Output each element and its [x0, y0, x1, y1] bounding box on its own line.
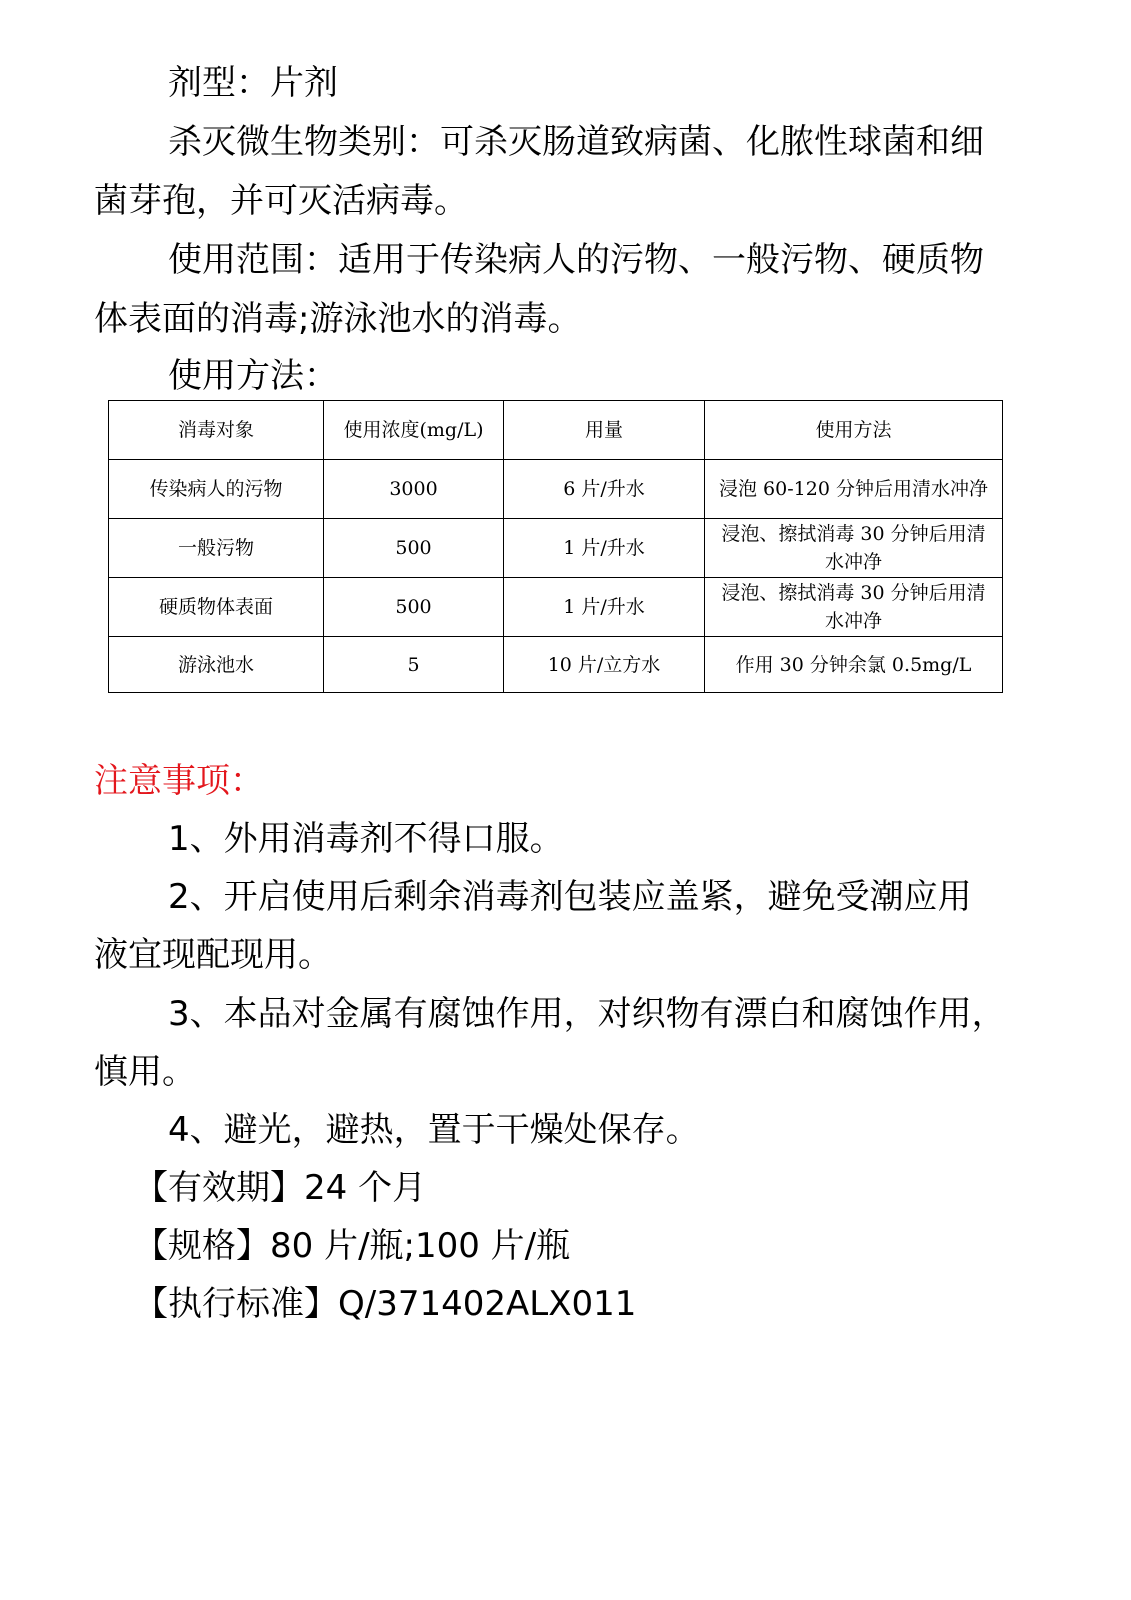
- table-cell: 1 片/升水: [504, 578, 705, 637]
- table-cell: 浸泡、擦拭消毒 30 分钟后用清水冲净: [705, 578, 1003, 637]
- usage-method-heading: 使用方法：: [168, 356, 338, 396]
- precaution-item-2-line-1: 2、开启使用后剩余消毒剂包装应盖紧，避免受潮应用: [168, 877, 972, 917]
- table-row: [109, 460, 1003, 519]
- table-header-cell: 使用浓度(mg/L): [324, 401, 504, 460]
- precautions-heading: 注意事项：: [94, 761, 264, 801]
- table-cell: 作用 30 分钟余氯 0.5mg/L: [705, 637, 1003, 693]
- table-row: [109, 578, 1003, 637]
- microbe-category-line-2: 菌芽孢，并可灭活病毒。: [94, 181, 468, 221]
- table-cell: 1 片/升水: [504, 519, 705, 578]
- table-cell: 3000: [324, 460, 504, 519]
- microbe-category-line-1: 杀灭微生物类别：可杀灭肠道致病菌、化脓性球菌和细: [168, 122, 984, 162]
- table-row: [109, 519, 1003, 578]
- precaution-item-3-line-2: 慎用。: [94, 1052, 196, 1092]
- table-cell: 10 片/立方水: [504, 637, 705, 693]
- dosage-form-line: 剂型：片剂: [168, 63, 338, 103]
- precaution-item-2-line-2: 液宜现配现用。: [94, 935, 332, 975]
- execution-standard: 【执行标准】Q/371402ALX011: [134, 1284, 637, 1324]
- precaution-item-3-line-1: 3、本品对金属有腐蚀作用，对织物有漂白和腐蚀作用，: [168, 994, 1006, 1034]
- table-cell: 游泳池水: [109, 637, 324, 693]
- table-header-cell: 消毒对象: [109, 401, 324, 460]
- usage-table: [108, 400, 1003, 693]
- table-cell: 5: [324, 637, 504, 693]
- validity-period: 【有效期】24 个月: [134, 1168, 427, 1208]
- table-header-cell: 用量: [504, 401, 705, 460]
- table-cell: 浸泡 60-120 分钟后用清水冲净: [705, 460, 1003, 519]
- precaution-item-1: 1、外用消毒剂不得口服。: [168, 819, 564, 859]
- table-cell: 一般污物: [109, 519, 324, 578]
- table-cell: 500: [324, 519, 504, 578]
- table-cell: 传染病人的污物: [109, 460, 324, 519]
- specification: 【规格】80 片/瓶;100 片/瓶: [134, 1226, 571, 1266]
- table-cell: 硬质物体表面: [109, 578, 324, 637]
- table-cell: 500: [324, 578, 504, 637]
- table-header-row: [109, 401, 1003, 460]
- table-cell: 6 片/升水: [504, 460, 705, 519]
- usage-scope-line-2: 体表面的消毒;游泳池水的消毒。: [94, 299, 582, 339]
- usage-scope-line-1: 使用范围：适用于传染病人的污物、一般污物、硬质物: [168, 240, 984, 280]
- table-cell: 浸泡、擦拭消毒 30 分钟后用清水冲净: [705, 519, 1003, 578]
- table-header-cell: 使用方法: [705, 401, 1003, 460]
- precaution-item-4: 4、避光，避热，置于干燥处保存。: [168, 1110, 700, 1150]
- table-row: [109, 637, 1003, 693]
